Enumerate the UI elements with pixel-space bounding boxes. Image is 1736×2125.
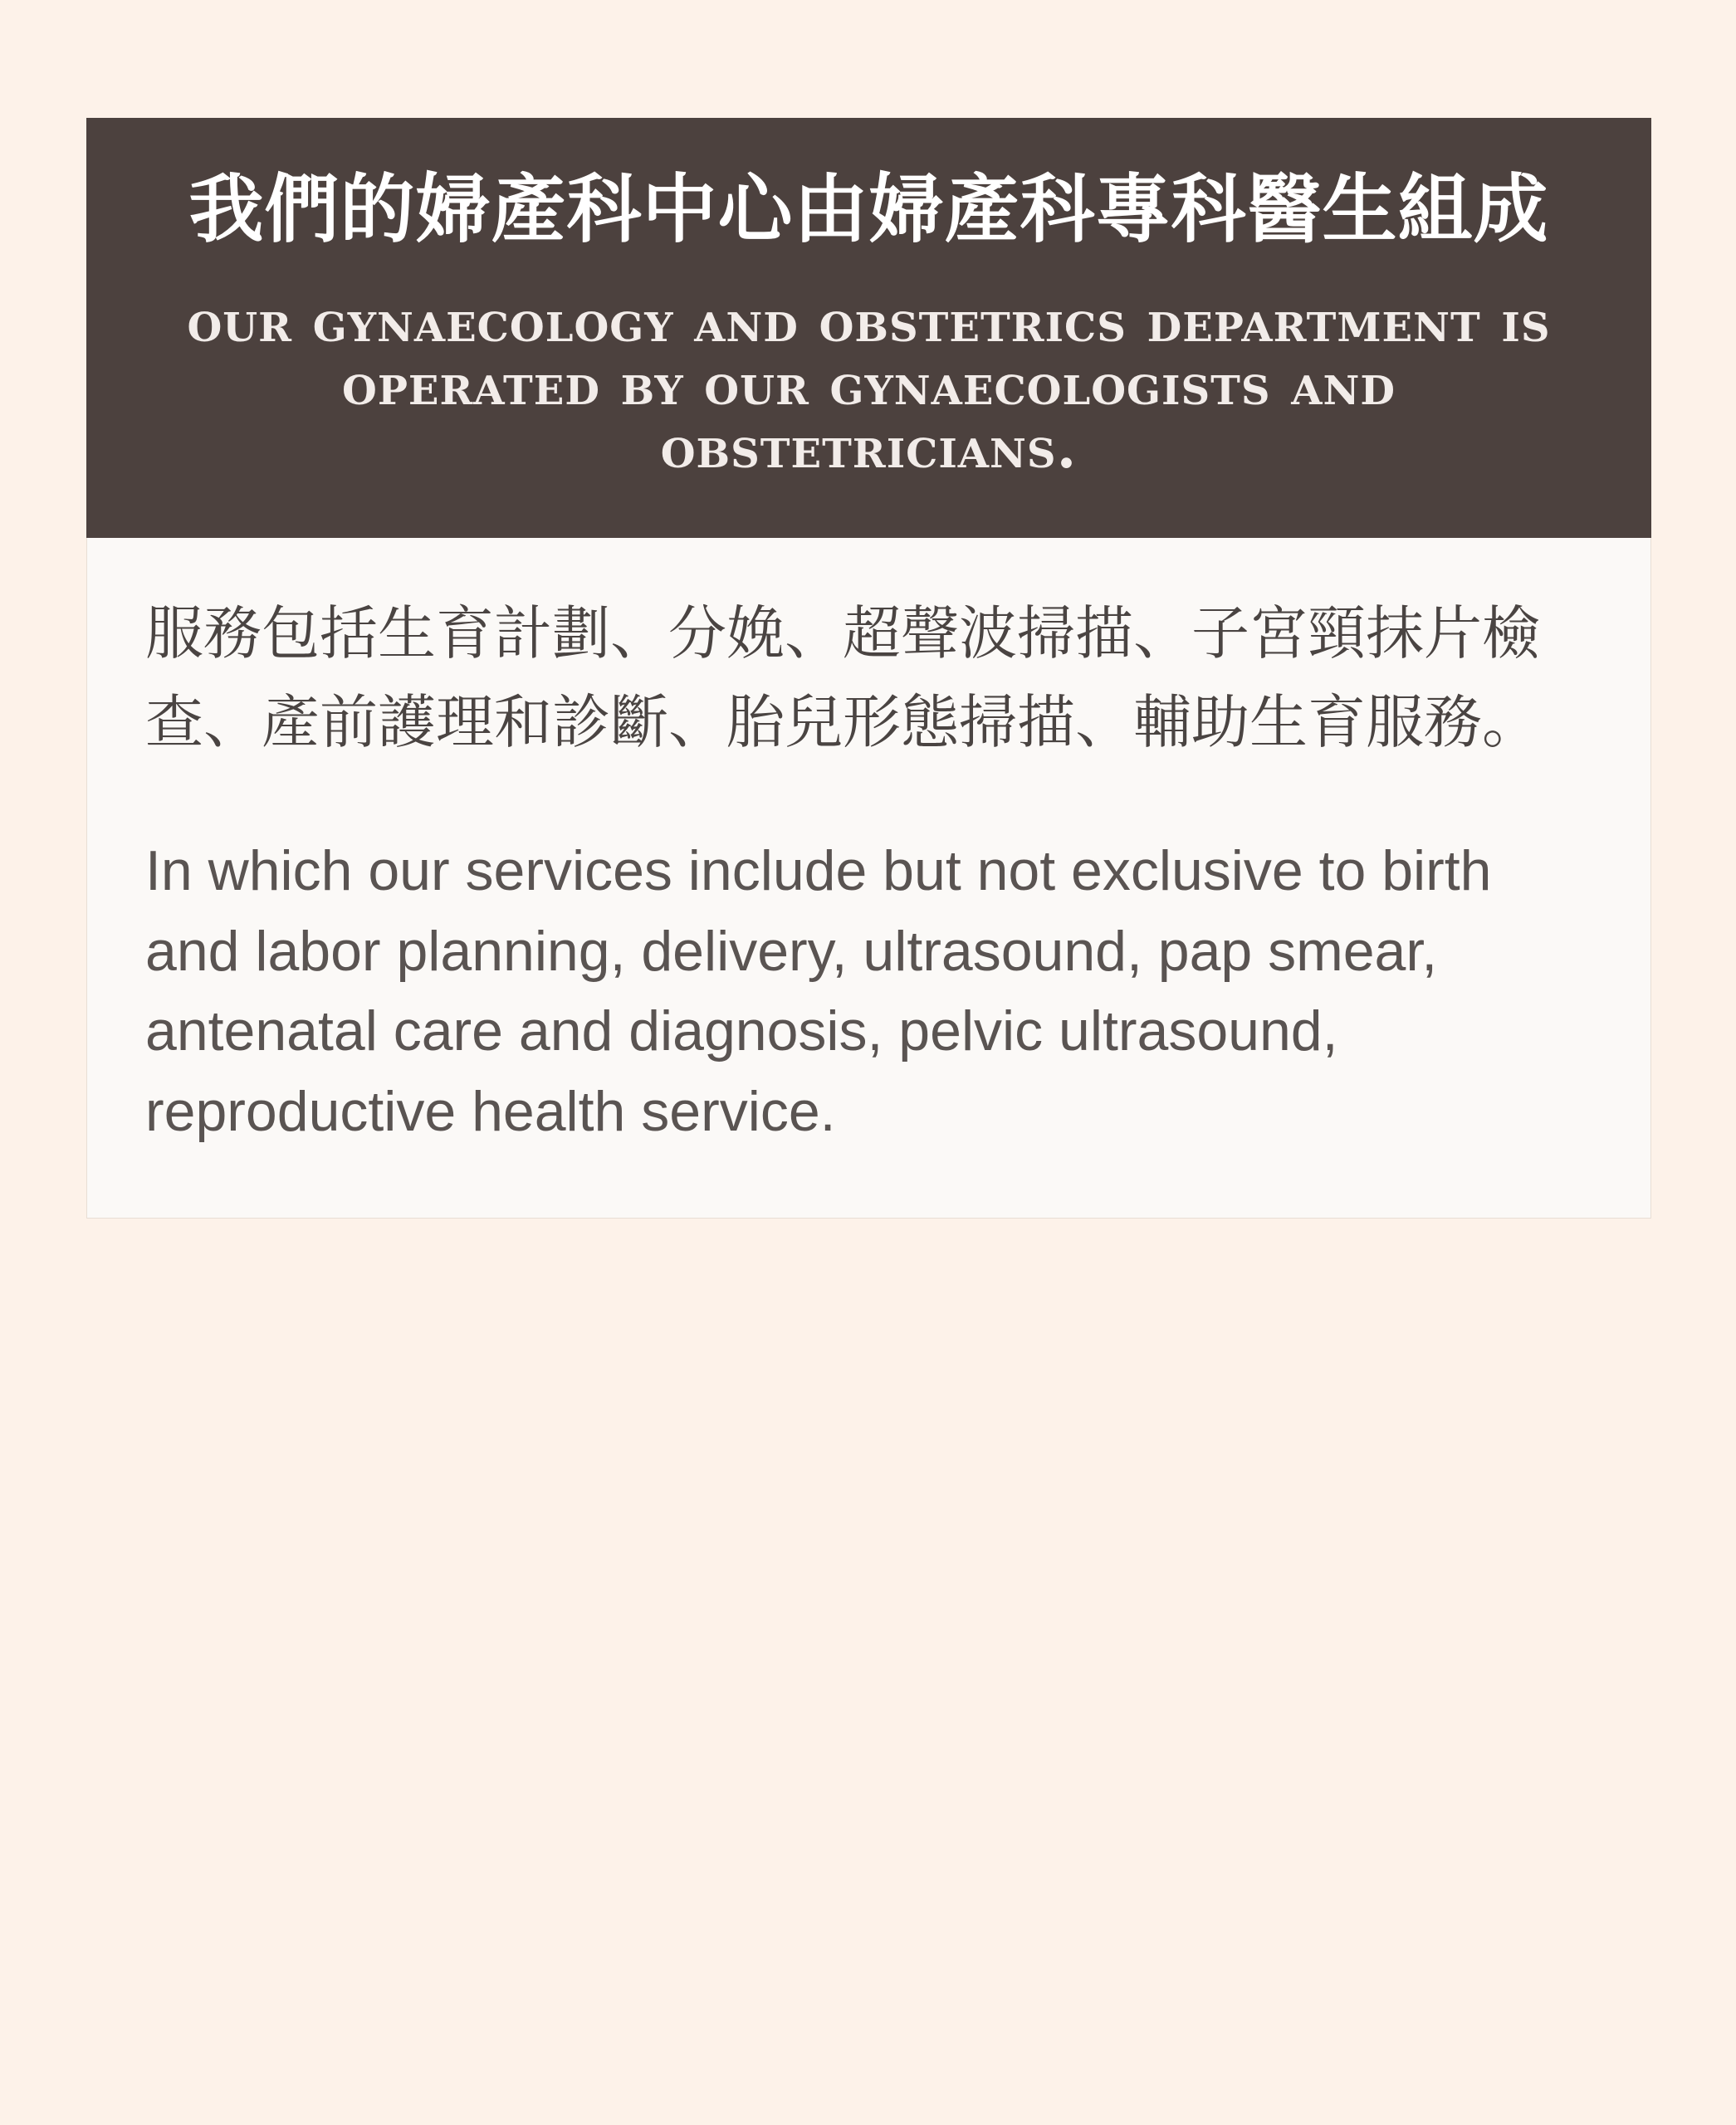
card-body bbox=[86, 538, 1651, 1219]
page-title-chinese: 我們的婦產科中心由婦產科專科醫生組成 bbox=[188, 166, 1549, 253]
card-header bbox=[86, 118, 1651, 538]
body-paragraph-english: In which our services include but not exclusive to birth and labor planning, delivery, ultrasound, pap smear, antenatal care and diagnosis, pelvic ultrasound, reproductive health service. bbox=[145, 839, 1492, 1143]
info-card bbox=[86, 118, 1651, 1219]
body-paragraph-chinese: 服務包括生育計劃、分娩、超聲波掃描、子宮頸抹片檢查、產前護理和診斷、胎兒形態掃描、輔助生育服務。 bbox=[145, 599, 1540, 756]
page-title-english: our gynaecology and obstetrics department is operated by our gynaecologists and obstetricians. bbox=[187, 288, 1551, 482]
